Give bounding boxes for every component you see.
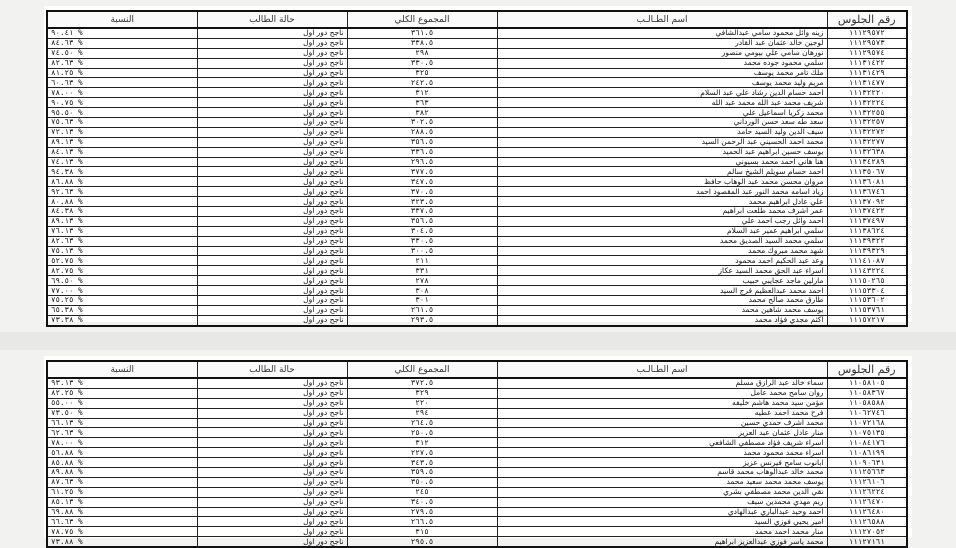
percentage-cell: ٦٦.١٣ % [47,418,197,428]
header-percentage: النسبة [47,11,197,28]
total-score-cell: ٣٤٠.٥ [347,497,497,507]
table-row [47,226,907,236]
student-name-cell: يوسف حسين ابراهيم عبد الحميد [497,147,827,157]
total-score-cell: ٢٧٩.٥ [347,507,497,517]
student-name-cell: ريم مهدي محمدين سيف [497,497,827,507]
student-name-cell: نقي الدين محمد مصطفي بشري [497,487,827,497]
seat-number-cell: ١١١٥٣٦٠٢ [827,296,907,306]
percentage-cell: ٧٣.٥٠ % [47,408,197,418]
student-name-cell: احمد حسام الدين رشاد علي عبد السلام [497,88,827,98]
student-status-cell: ناجح دور اول [197,187,347,197]
seat-number-cell: ١١٠٩٠٦٣١ [827,458,907,468]
student-name-cell: هنا هاني احمد محمد بسيوني [497,157,827,167]
percentage-cell: ٨٩.١٣ % [47,137,197,147]
total-score-cell: ٣٥٩.٥ [347,468,497,478]
total-score-cell: ٢٤٥ [347,487,497,497]
student-status-cell: ناجح دور اول [197,517,347,527]
percentage-cell: ٨٢.٢٥ % [47,388,197,398]
table-row [47,428,907,438]
seat-number-cell: ١١١٣٢٢٢٠ [827,88,907,98]
seat-number-cell: ١١١٢٦١٠٦ [827,477,907,487]
table-row [47,438,907,448]
table-row [47,108,907,118]
student-status-cell: ناجح دور اول [197,216,347,226]
table-row [47,527,907,537]
student-name-cell: اسراء عبد الحق محمد السيد عكاز [497,266,827,276]
student-name-cell: سلمي محمود جوده محمد [497,58,827,68]
seat-number-cell: ١١١٢٦٤٧٠ [827,497,907,507]
student-name-cell: ابانوب سامح فيرنس عزيز [497,458,827,468]
total-score-cell: ٣٨٢ [347,108,497,118]
total-score-cell: ٣٢٩ [347,388,497,398]
percentage-cell: ٥٦.٨٨ % [47,448,197,458]
student-status-cell: ناجح دور اول [197,398,347,408]
table-row [47,388,907,398]
table-row [47,315,907,325]
student-name-cell: عمر اشرف محمد طلعت ابراهيم [497,207,827,217]
header-student-status: حالة الطالب [197,11,347,28]
table-row [47,127,907,137]
percentage-cell: ٨١.٢٥ % [47,68,197,78]
percentage-cell: ٧٥.٢٥ % [47,296,197,306]
percentage-cell: ٩٢.٦٣ % [47,187,197,197]
student-status-cell: ناجح دور اول [197,468,347,478]
seat-number-cell: ١١٠٥٨٥٨٨ [827,398,907,408]
seat-number-cell: ١١١٢٧٠٥٢ [827,527,907,537]
percentage-cell: ٩٤.٣٨ % [47,167,197,177]
student-name-cell: مريم وليد محمد يوسف [497,78,827,88]
student-status-cell: ناجح دور اول [197,207,347,217]
percentage-cell: ٧٣.٣٨ % [47,315,197,325]
student-status-cell: ناجح دور اول [197,296,347,306]
seat-number-cell: ١١١٢٦٤٨٠ [827,507,907,517]
student-status-cell: ناجح دور اول [197,167,347,177]
table-row [47,487,907,497]
student-name-cell: محمد ياسر فوزي عبدالعزيز ابراهيم [497,537,827,547]
student-name-cell: سيف الدين وليد السيد حامد [497,127,827,137]
seat-number-cell: ١١١٢٦٥٨٨ [827,517,907,527]
student-status-cell: ناجح دور اول [197,477,347,487]
total-score-cell: ٣٤٣.٥ [347,458,497,468]
percentage-cell: ٧٧.٠٠ % [47,286,197,296]
student-name-cell: مؤمن سيد محمد هاشم خليفه [497,398,827,408]
percentage-cell: ٩٣.١٣ % [47,378,197,388]
student-name-cell: يوسف محمد شاهين محمد [497,305,827,315]
student-name-cell: ملك تامر محمد يوسف [497,68,827,78]
header-student-name: اسم الطـالـب [497,361,827,378]
student-name-cell: منار محمد احمد محمد [497,527,827,537]
table-row [47,48,907,58]
student-status-cell: ناجح دور اول [197,197,347,207]
student-status-cell: ناجح دور اول [197,315,347,325]
student-name-cell: احمد وائل رجب احمد علي [497,216,827,226]
total-score-cell: ٢٤٢.٥ [347,78,497,88]
student-name-cell: سعد طه سعد حسن الورداني [497,118,827,128]
table-row [47,256,907,266]
seat-number-cell: ١١٠٨٦١٩٩ [827,448,907,458]
percentage-cell: ٦٦.٦٣ % [47,517,197,527]
header-row [47,361,907,378]
student-status-cell: ناجح دور اول [197,246,347,256]
seat-number-cell: ١١١٢٩٥٧٤ [827,48,907,58]
total-score-cell: ٣٧٢.٥ [347,378,497,388]
table-row [47,448,907,458]
student-status-cell: ناجح دور اول [197,497,347,507]
student-status-cell: ناجح دور اول [197,487,347,497]
student-name-cell: لوجين خالد عثمان عبد القادر [497,38,827,48]
table-row [47,58,907,68]
percentage-cell: ٨٠.٨٨ % [47,197,197,207]
percentage-cell: ٨٤.٦٣ % [47,38,197,48]
seat-number-cell: ١١٠٥٨١٠٥ [827,378,907,388]
student-name-cell: اسراء شريف فؤاد مصطفي الشافعي [497,438,827,448]
table-row [47,118,907,128]
student-name-cell: احمد حسام سويلم الشيخ سالم [497,167,827,177]
seat-number-cell: ١١١٥٣٣٠٤ [827,286,907,296]
student-name-cell: محمد احمد الحسيني عبد الرحمن السيد [497,137,827,147]
percentage-cell: ٨٩.١٣ % [47,216,197,226]
student-name-cell: مارلين ماجد عجايبي حبيب [497,276,827,286]
total-score-cell: ٢٩٦.٥ [347,157,497,167]
student-status-cell: ناجح دور اول [197,458,347,468]
total-score-cell: ٢٩٤ [347,408,497,418]
student-name-cell: يوسف محمد محمد سعيد محمد [497,477,827,487]
seat-number-cell: ١١١٣٤٢٨٩ [827,157,907,167]
student-status-cell: ناجح دور اول [197,276,347,286]
percentage-cell: ٧٤.٥٠ % [47,48,197,58]
results-table-2 [46,360,908,548]
table-row [47,537,907,547]
total-score-cell: ٣٣٨.٥ [347,38,497,48]
student-name-cell: احمد وحيد عبدالباري عبدالهادي [497,507,827,517]
seat-number-cell: ١١١٣١٤٧٧ [827,78,907,88]
student-status-cell: ناجح دور اول [197,408,347,418]
seat-number-cell: ١١١٢٥٦٦٣ [827,468,907,478]
student-status-cell: ناجح دور اول [197,305,347,315]
table-row [47,296,907,306]
student-name-cell: طارق محمد صالح محمد [497,296,827,306]
student-name-cell: اكثم مجدي فؤاد محمد [497,315,827,325]
header-seat-number: رقم الجلوس [827,11,907,28]
total-score-cell: ٢٢٠ [347,398,497,408]
percentage-cell: ٥٥.٠٠ % [47,398,197,408]
table-row [47,286,907,296]
student-status-cell: ناجح دور اول [197,157,347,167]
table-row [47,246,907,256]
student-status-cell: ناجح دور اول [197,38,347,48]
results-table-1 [46,10,908,327]
student-name-cell: محمد زكريا اسماعيل علي [497,108,827,118]
percentage-cell: ٩٥.٥٠ % [47,108,197,118]
table-row [47,517,907,527]
total-score-cell: ٢٨٨.٥ [347,127,497,137]
percentage-cell: ٨٤.٣٨ % [47,207,197,217]
student-name-cell: شهد محمد مبروك محمد [497,246,827,256]
student-status-cell: ناجح دور اول [197,118,347,128]
percentage-cell: ٧٨.٠٠ % [47,438,197,448]
percentage-cell: ٧٦.١٣ % [47,226,197,236]
student-status-cell: ناجح دور اول [197,388,347,398]
total-score-cell: ٣١٥ [347,527,497,537]
seat-number-cell: ١١١٣٨٦٢٤ [827,226,907,236]
percentage-cell: ٧٨.٠٠ % [47,88,197,98]
seat-number-cell: ١١١٢٧١٦١ [827,537,907,547]
total-score-cell: ٢٩٥.٥ [347,537,497,547]
seat-number-cell: ١١١٢٩٥٧٢ [827,28,907,38]
page-gap [0,332,956,350]
table-row [47,497,907,507]
seat-number-cell: ١١١٣٢٢٢٤ [827,98,907,108]
student-status-cell: ناجح دور اول [197,68,347,78]
total-score-cell: ٣٥٦.٥ [347,137,497,147]
student-name-cell: روان سامح محمد عامل [497,388,827,398]
table-row [47,98,907,108]
table-row [47,266,907,276]
total-score-cell: ٢٩٣.٥ [347,315,497,325]
table-row [47,398,907,408]
total-score-cell: ٣٠٢.٥ [347,118,497,128]
student-name-cell: سلمي ابراهيم عمير عبد السلام [497,226,827,236]
seat-number-cell: ١١١٣٢٢٥٧ [827,118,907,128]
total-score-cell: ٢٥٠.٥ [347,428,497,438]
student-name-cell: وعد عبد الحكيم احمد محمود [497,256,827,266]
seat-number-cell: ١١١٣٢٢٥٥ [827,108,907,118]
total-score-cell: ٣٣٠.٥ [347,58,497,68]
seat-number-cell: ١١٠٨٤١٧٦ [827,438,907,448]
total-score-cell: ٢٧٨ [347,276,497,286]
total-score-cell: ٣٢٥ [347,68,497,78]
student-status-cell: ناجح دور اول [197,428,347,438]
table-row [47,507,907,517]
table-row [47,137,907,147]
percentage-cell: ٨٥.٨٨ % [47,458,197,468]
table-row [47,177,907,187]
seat-number-cell: ١١١٥٧٢١٧ [827,315,907,325]
seat-number-cell: ١١١٥٣٧٦١ [827,305,907,315]
student-status-cell: ناجح دور اول [197,108,347,118]
total-score-cell: ٢٦١.٥ [347,305,497,315]
seat-number-cell: ١١١٥٠٢٦٥ [827,276,907,286]
student-name-cell: مروان محسن محمد عبد الوهاب حافظ [497,177,827,187]
table-row [47,28,907,38]
seat-number-cell: ١١١٣٧٠٩٢ [827,197,907,207]
header-seat-number: رقم الجلوس [827,361,907,378]
table-row [47,147,907,157]
percentage-cell: ٦٢.٦٣ % [47,428,197,438]
student-status-cell: ناجح دور اول [197,137,347,147]
student-status-cell: ناجح دور اول [197,256,347,266]
total-score-cell: ٣١٢ [347,88,497,98]
header-row [47,11,907,28]
results-sheet-1 [44,6,912,325]
total-score-cell: ٣٥٠.٥ [347,477,497,487]
student-status-cell: ناجح دور اول [197,98,347,108]
seat-number-cell: ١١١٣٧٤٩٧ [827,216,907,226]
total-score-cell: ٢٦٦.٥ [347,517,497,527]
student-name-cell: سلمي محمد السيد الصديق محمد [497,236,827,246]
student-name-cell: منار عادل عثمان عبد العزيز [497,428,827,438]
student-status-cell: ناجح دور اول [197,286,347,296]
percentage-cell: ٨٦.٨٨ % [47,177,197,187]
seat-number-cell: ١١١٣٧٤٢٢ [827,207,907,217]
total-score-cell: ٣٦٣ [347,98,497,108]
student-status-cell: ناجح دور اول [197,448,347,458]
student-status-cell: ناجح دور اول [197,527,347,537]
header-student-status: حالة الطالب [197,361,347,378]
table-row [47,477,907,487]
student-name-cell: اسراء محمد محمود محمد [497,448,827,458]
table-row [47,68,907,78]
total-score-cell: ٣٠٨ [347,286,497,296]
student-status-cell: ناجح دور اول [197,48,347,58]
student-name-cell: محمد اشرف حمدي حسين [497,418,827,428]
student-name-cell: سماء خالد عبد الرازق مسلم [497,378,827,388]
percentage-cell: ٩٠.٧٥ % [47,98,197,108]
total-score-cell: ٢٩٨ [347,48,497,58]
total-score-cell: ٣٠١ [347,296,497,306]
table-row [47,418,907,428]
seat-number-cell: ١١١٣٦٠٨١ [827,177,907,187]
seat-number-cell: ١١٠٦٢٧٤٦ [827,408,907,418]
percentage-cell: ٧٥.١٣ % [47,246,197,256]
student-status-cell: ناجح دور اول [197,127,347,137]
header-student-name: اسم الطـالـب [497,11,827,28]
table-row [47,468,907,478]
total-score-cell: ٣٠٤.٥ [347,226,497,236]
seat-number-cell: ١١١٢٦٢٢٤ [827,487,907,497]
student-status-cell: ناجح دور اول [197,438,347,448]
student-status-cell: ناجح دور اول [197,507,347,517]
percentage-cell: ٦٥.٣٨ % [47,305,197,315]
percentage-cell: ٦٩.٨٨ % [47,507,197,517]
seat-number-cell: ١١١٣٢٢٧٢ [827,127,907,137]
table-row [47,207,907,217]
percentage-cell: ٨٩.٨٨ % [47,468,197,478]
percentage-cell: ٨٢.٦٣ % [47,58,197,68]
total-score-cell: ٣٦١.٥ [347,28,497,38]
student-name-cell: شريف محمد عبد الله محمد عبد الله [497,98,827,108]
total-score-cell: ٣٣٠.٥ [347,236,497,246]
seat-number-cell: ١١١٣٢٢٧٧ [827,137,907,147]
seat-number-cell: ١١٠٥٨٣٦٧ [827,388,907,398]
student-name-cell: احمد محمد عبدالعظيم فرج السيد [497,286,827,296]
student-name-cell: نورهان سامي علي بيومي منصور [497,48,827,58]
seat-number-cell: ١١١٤١٠٨٧ [827,256,907,266]
table-row [47,187,907,197]
student-name-cell: زينه وائل محمود سامي عبدالشافي [497,28,827,38]
student-status-cell: ناجح دور اول [197,88,347,98]
percentage-cell: ٧٨.٧٥ % [47,527,197,537]
total-score-cell: ٢٢٧.٥ [347,448,497,458]
table-row [47,458,907,468]
student-name-cell: محمد خالد عبدالوهاب محمد قاسم [497,468,827,478]
percentage-cell: ٥٢.٧٥ % [47,256,197,266]
table-row [47,157,907,167]
total-score-cell: ٣٧٠.٥ [347,187,497,197]
percentage-cell: ٩٠.٤١ % [47,28,197,38]
percentage-cell: ٨٢.٧٥ % [47,266,197,276]
total-score-cell: ٢٦٤.٥ [347,418,497,428]
student-status-cell: ناجح دور اول [197,226,347,236]
seat-number-cell: ١١١٣٩٣٢٢ [827,236,907,246]
student-status-cell: ناجح دور اول [197,28,347,38]
percentage-cell: ٦٠.٦٣ % [47,78,197,88]
seat-number-cell: ١١١٣١٤٢٩ [827,68,907,78]
percentage-cell: ٧٥.٦٣ % [47,118,197,128]
percentage-cell: ٨٧.٦٣ % [47,477,197,487]
table-row [47,378,907,388]
total-score-cell: ٣٧٧.٥ [347,167,497,177]
total-score-cell: ٣٢٣.٥ [347,197,497,207]
table-row [47,78,907,88]
student-status-cell: ناجح دور اول [197,58,347,68]
table-row [47,38,907,48]
percentage-cell: ٨٤.١٣ % [47,147,197,157]
total-score-cell: ٣٥٦.٥ [347,216,497,226]
seat-number-cell: ١١١٣٢٦٣٨ [827,147,907,157]
student-name-cell: علي عادل ابراهيم محمد [497,197,827,207]
table-row [47,167,907,177]
seat-number-cell: ١١١٣٩٣٢٩ [827,246,907,256]
seat-number-cell: ١١١٣٥٠٦٧ [827,167,907,177]
student-status-cell: ناجح دور اول [197,378,347,388]
table-row [47,88,907,98]
header-percentage: النسبة [47,361,197,378]
header-total-score: المجموع الكلي [347,361,497,378]
total-score-cell: ٣٣٧.٥ [347,207,497,217]
header-total-score: المجموع الكلي [347,11,497,28]
percentage-cell: ٨٥.١٣ % [47,497,197,507]
student-status-cell: ناجح دور اول [197,537,347,547]
table-row [47,305,907,315]
student-name-cell: زياد اسامه محمد النور عبد المقصود احمد [497,187,827,197]
percentage-cell: ٦٩.٥٠ % [47,276,197,286]
percentage-cell: ٦١.٢٥ % [47,487,197,497]
total-score-cell: ٣٣٦.٥ [347,147,497,157]
percentage-cell: ٧٤.١٣ % [47,157,197,167]
seat-number-cell: ١١١٢٩٥٧٣ [827,38,907,48]
results-sheet-2 [44,356,912,546]
total-score-cell: ٣٣١ [347,266,497,276]
table-row [47,236,907,246]
percentage-cell: ٨٢.٦٣ % [47,236,197,246]
total-score-cell: ٣٠٠.٥ [347,246,497,256]
seat-number-cell: ١١٠٧٥١٣٥ [827,428,907,438]
table-row [47,216,907,226]
student-status-cell: ناجح دور اول [197,78,347,88]
total-score-cell: ٢١١ [347,256,497,266]
student-status-cell: ناجح دور اول [197,177,347,187]
total-score-cell: ٣٤٧.٥ [347,177,497,187]
seat-number-cell: ١١١٤٣٢٢٤ [827,266,907,276]
total-score-cell: ٣١٢ [347,438,497,448]
percentage-cell: ٧٢.١٣ % [47,127,197,137]
seat-number-cell: ١١١٣٦٧٤٦ [827,187,907,197]
student-status-cell: ناجح دور اول [197,236,347,246]
student-status-cell: ناجح دور اول [197,418,347,428]
seat-number-cell: ١١١٣١٤٢٢ [827,58,907,68]
student-status-cell: ناجح دور اول [197,147,347,157]
seat-number-cell: ١١٠٧٢١٦٨ [827,418,907,428]
student-name-cell: فرح محمد احمد عطيه [497,408,827,418]
table-row [47,408,907,418]
table-row [47,197,907,207]
student-name-cell: امير يحيي فوزي السيد [497,517,827,527]
percentage-cell: ٧٣.٨٨ % [47,537,197,547]
table-row [47,276,907,286]
student-status-cell: ناجح دور اول [197,266,347,276]
